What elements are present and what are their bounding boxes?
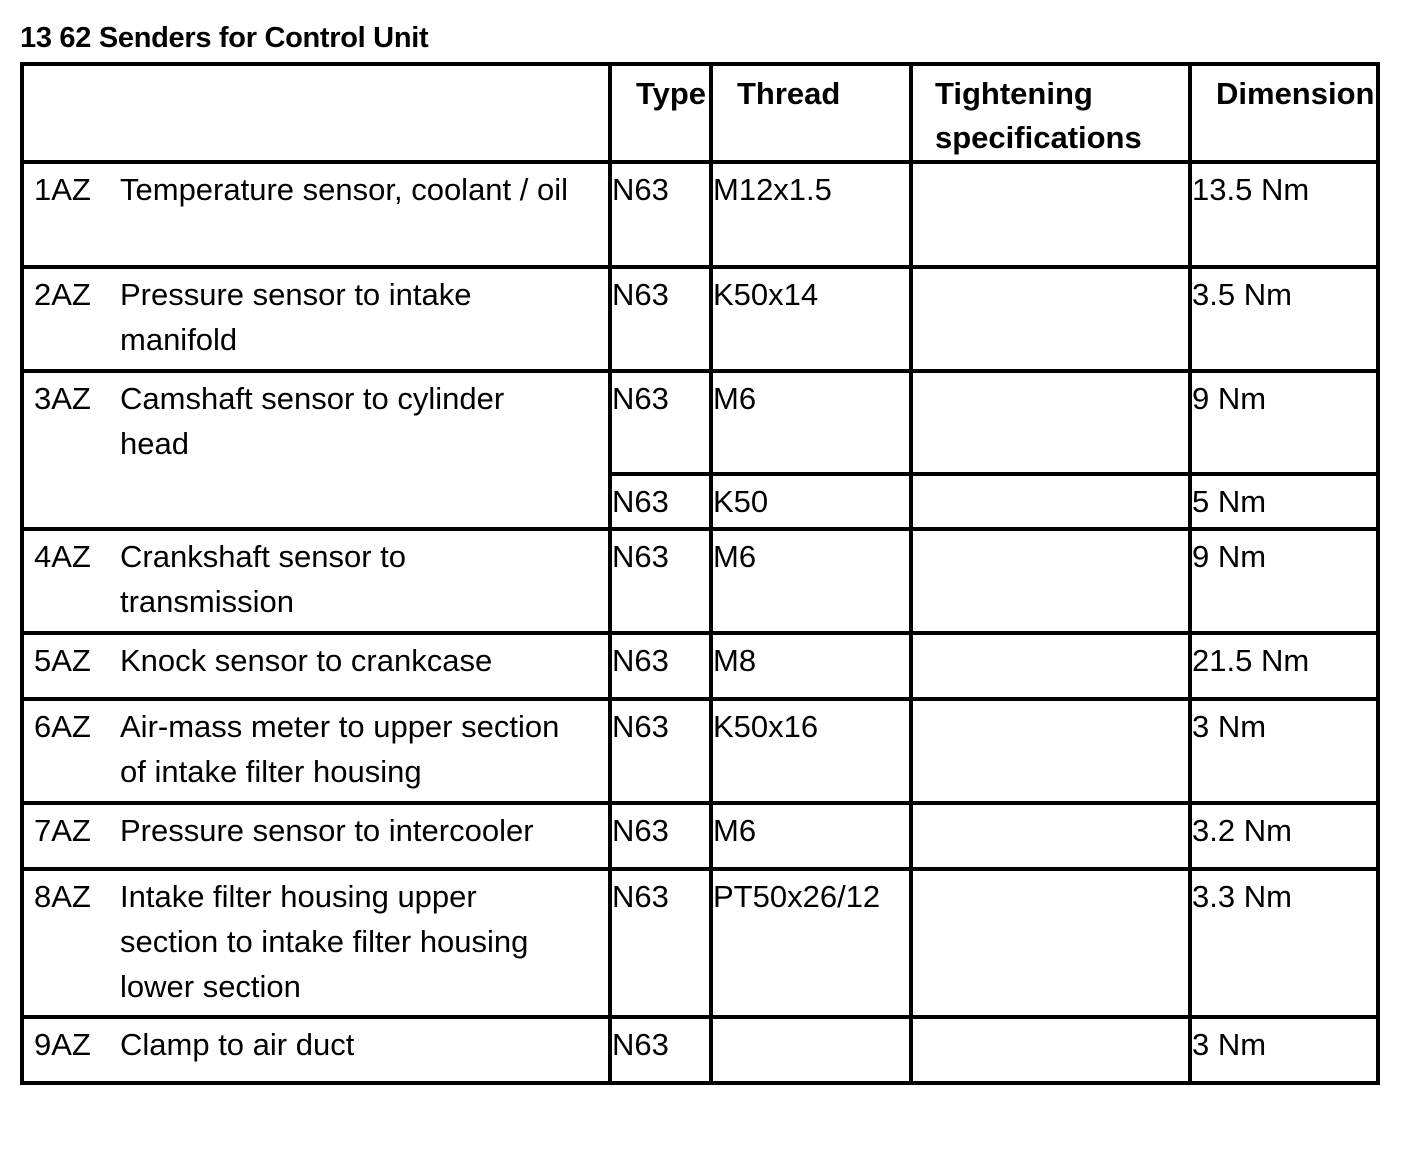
position-code: 7AZ	[34, 813, 91, 848]
type-cell: N63	[610, 1017, 711, 1083]
tightening-cell	[911, 1017, 1190, 1083]
table-row	[22, 803, 1378, 869]
thread-cell: M12x1.5	[711, 162, 911, 267]
desc-cell	[22, 699, 610, 803]
thread-cell: M6	[711, 529, 911, 633]
dimension-cell: 9 Nm	[1190, 529, 1378, 633]
position-code: 8AZ	[34, 879, 91, 914]
position-code: 1AZ	[34, 172, 91, 207]
thread-cell: K50x14	[711, 267, 911, 371]
thread-cell: M6	[711, 371, 911, 474]
description-text: Crankshaft sensor to transmission	[120, 539, 407, 619]
header-row	[22, 64, 1378, 162]
position-code: 4AZ	[34, 539, 91, 574]
desc-cell	[22, 267, 610, 371]
tightening-cell	[911, 267, 1190, 371]
type-cell: N63	[610, 803, 711, 869]
tightening-cell	[911, 803, 1190, 869]
header-dimension: Dimension	[1190, 64, 1378, 162]
type-cell: N63	[610, 162, 711, 267]
dimension-cell: 3.5 Nm	[1190, 267, 1378, 371]
tightening-cell	[911, 633, 1190, 699]
table-row	[22, 529, 1378, 633]
position-code: 6AZ	[34, 709, 91, 744]
type-cell: N63	[610, 529, 711, 633]
dimension-cell: 3 Nm	[1190, 699, 1378, 803]
position-code: 9AZ	[34, 1027, 91, 1062]
thread-cell: K50	[711, 474, 911, 529]
thread-cell: K50x16	[711, 699, 911, 803]
description-text: Camshaft sensor to cylinder head	[120, 381, 505, 461]
header-type: Type	[610, 64, 711, 162]
tightening-cell	[911, 699, 1190, 803]
position-code: 5AZ	[34, 643, 91, 678]
type-cell: N63	[610, 474, 711, 529]
desc-cell	[22, 162, 610, 267]
dimension-cell: 3 Nm	[1190, 1017, 1378, 1083]
tightening-cell	[911, 474, 1190, 529]
dimension-cell: 9 Nm	[1190, 371, 1378, 474]
desc-cell	[22, 633, 610, 699]
position-code: 3AZ	[34, 381, 91, 416]
desc-cell	[22, 1017, 610, 1083]
desc-cell	[22, 869, 610, 1017]
table-row	[22, 869, 1378, 1017]
thread-cell: M6	[711, 803, 911, 869]
header-tightening: Tightening specifications	[911, 64, 1190, 162]
dimension-cell: 5 Nm	[1190, 474, 1378, 529]
page-title: 13 62 Senders for Control Unit	[20, 22, 429, 54]
description-text: Pressure sensor to intercooler	[120, 813, 534, 848]
thread-cell: PT50x26/12	[711, 869, 911, 1017]
header-description	[22, 64, 610, 162]
desc-cell	[22, 803, 610, 869]
description-text: Clamp to air duct	[120, 1027, 355, 1062]
tightening-cell	[911, 162, 1190, 267]
type-cell: N63	[610, 633, 711, 699]
table-row	[22, 699, 1378, 803]
dimension-cell: 13.5 Nm	[1190, 162, 1378, 267]
table-row	[22, 1017, 1378, 1083]
description-text: Air-mass meter to upper section of intake filter housing	[120, 709, 560, 789]
thread-cell	[711, 1017, 911, 1083]
desc-cell	[22, 371, 610, 529]
table-row	[22, 267, 1378, 371]
thread-cell: M8	[711, 633, 911, 699]
dimension-cell: 21.5 Nm	[1190, 633, 1378, 699]
description-text: Knock sensor to crankcase	[120, 643, 493, 678]
header-thread: Thread	[711, 64, 911, 162]
dimension-cell: 3.2 Nm	[1190, 803, 1378, 869]
description-text: Temperature sensor, coolant / oil	[120, 172, 569, 207]
description-text: Pressure sensor to intake manifold	[120, 277, 472, 357]
table-row	[22, 371, 1378, 474]
type-cell: N63	[610, 869, 711, 1017]
type-cell: N63	[610, 267, 711, 371]
position-code: 2AZ	[34, 277, 91, 312]
spec-table	[20, 62, 1380, 1085]
type-cell: N63	[610, 371, 711, 474]
description-text: Intake filter housing upper section to intake filter housing lower section	[120, 879, 529, 1004]
tightening-cell	[911, 529, 1190, 633]
table-row	[22, 633, 1378, 699]
dimension-cell: 3.3 Nm	[1190, 869, 1378, 1017]
desc-cell	[22, 529, 610, 633]
table-row	[22, 162, 1378, 267]
type-cell: N63	[610, 699, 711, 803]
tightening-cell	[911, 869, 1190, 1017]
tightening-cell	[911, 371, 1190, 474]
